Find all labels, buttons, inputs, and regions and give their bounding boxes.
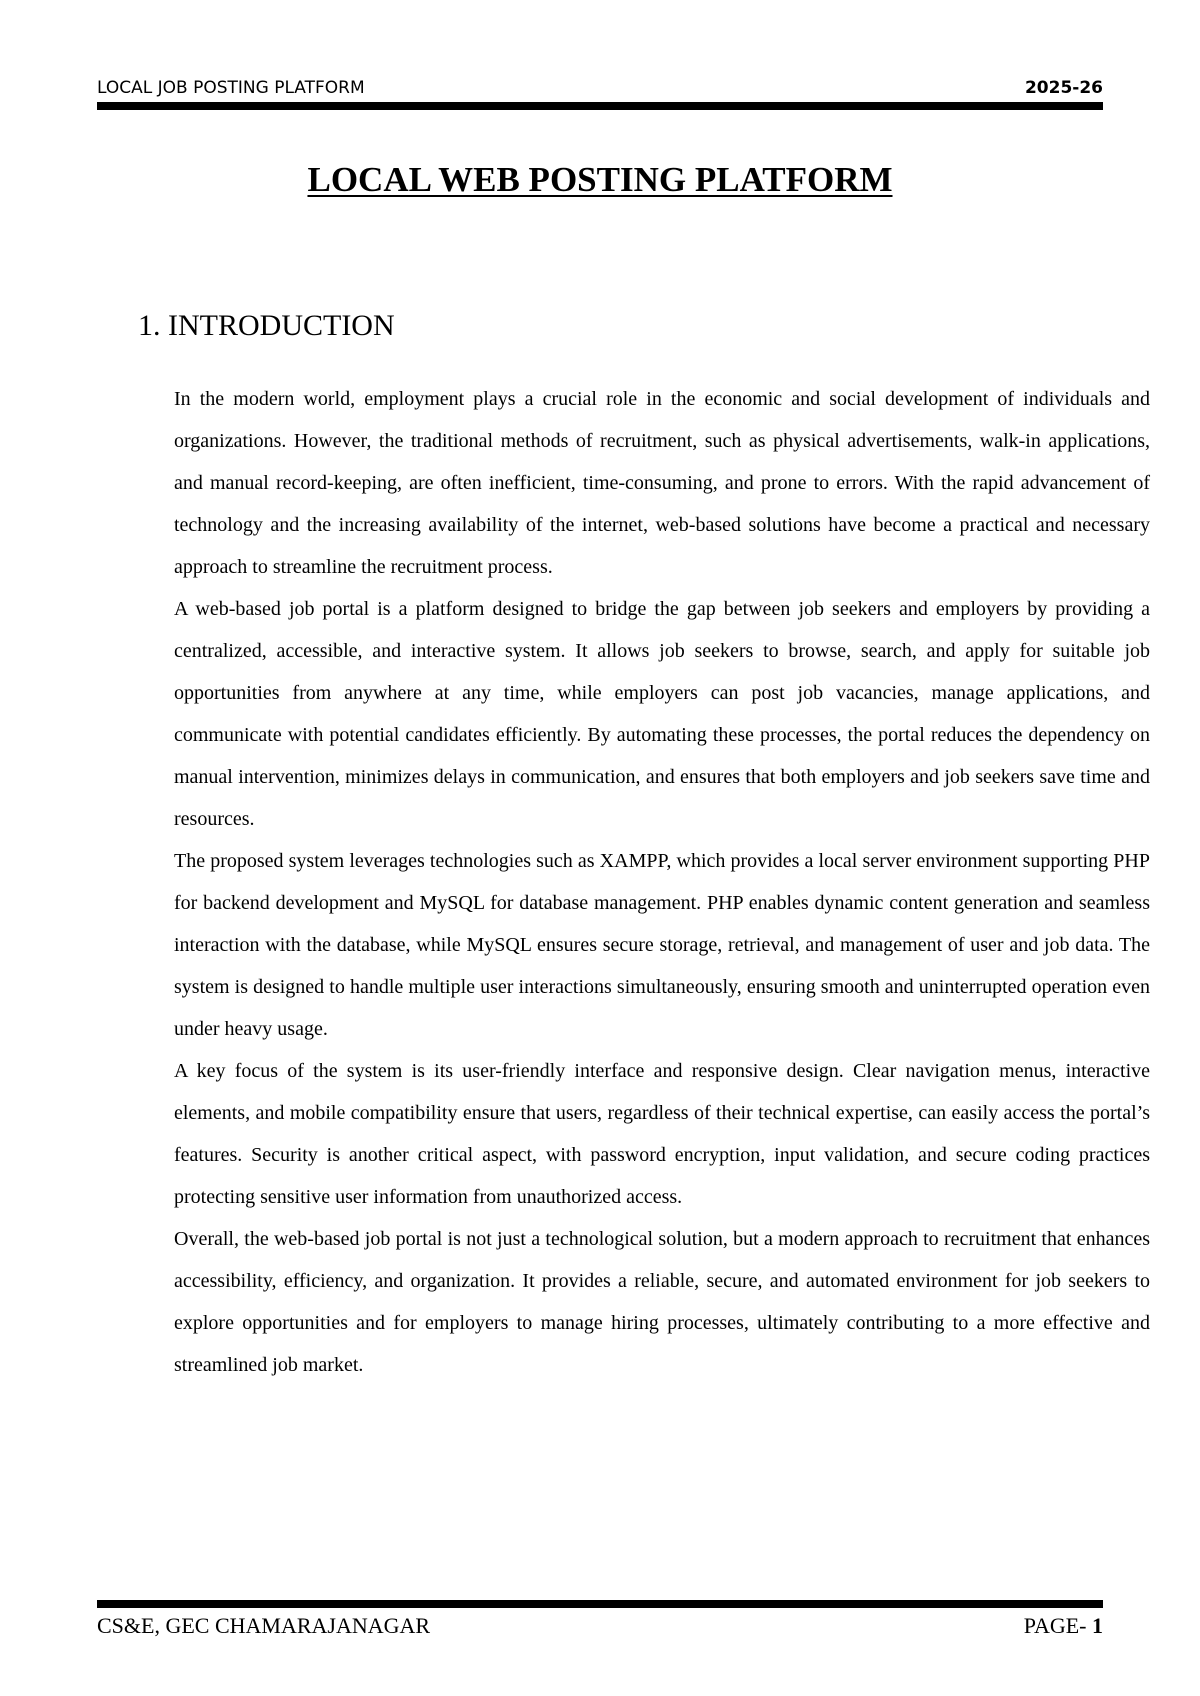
page-label: PAGE- <box>1023 1613 1092 1638</box>
header-project-title: LOCAL JOB POSTING PLATFORM <box>97 78 365 98</box>
paragraph: The proposed system leverages technologies such as XAMPP, which provides a local server environment supporting PHP for backend development and MySQL for database management. PHP enables dynamic content generation and seamless interaction with the database, while MySQL ensures secure storage, retrieval, and management of user and job data. The system is designed to handle multiple user interactions simultaneously, ensuring smooth and uninterrupted operation even under heavy usage. <box>174 850 1150 1040</box>
paragraph: A web-based job portal is a platform designed to bridge the gap between job seekers and employers by providing a centralized, accessible, and interactive system. It allows job seekers to browse, search, and apply for suitable job opportunities from anywhere at any time, while employers can post job vacancies, manage applications, and communicate with potential candidates efficiently. By automating these processes, the portal reduces the dependency on manual intervention, minimizes delays in communication, and ensures that both employers and job seekers save time and resources. <box>174 598 1150 830</box>
paragraph: Overall, the web-based job portal is not just a technological solution, but a modern approach to recruitment that enhances accessibility, efficiency, and organization. It provides a reliable, secure, and automated environment for job seekers to explore opportunities and for employers to manage hiring processes, ultimately contributing to a more effective and streamlined job market. <box>174 1228 1150 1376</box>
page-header <box>97 76 1103 104</box>
paragraph: A key focus of the system is its user-friendly interface and responsive design. Clear navigation menus, interactive elements, and mobile compatibility ensure that users, regardless of their technical expertise, can easily access the portal’s features. Security is another critical aspect, with password encryption, input validation, and secure coding practices protecting sensitive user information from unauthorized access. <box>174 1060 1150 1208</box>
header-academic-year: 2025-26 <box>1024 78 1103 98</box>
header-rule <box>97 102 1103 110</box>
section-heading: 1. INTRODUCTION <box>138 309 395 342</box>
footer-department: CS&E, GEC CHAMARAJANAGAR <box>97 1613 431 1638</box>
footer-rule <box>97 1600 1103 1608</box>
page-footer <box>97 1612 1103 1642</box>
page-number-label <box>1024 1612 1103 1640</box>
document-title: LOCAL WEB POSTING PLATFORM <box>307 160 893 199</box>
page-number: 1 <box>1092 1613 1103 1638</box>
introduction-body <box>174 378 1150 1386</box>
paragraph: In the modern world, employment plays a crucial role in the economic and social development of individuals and organizations. However, the traditional methods of recruitment, such as physical advertisements, walk-in applications, and manual record-keeping, are often inefficient, time-consuming, and prone to errors. With the rapid advancement of technology and the increasing availability of the internet, web-based solutions have become a practical and necessary approach to streamline the recruitment process. <box>174 388 1150 578</box>
